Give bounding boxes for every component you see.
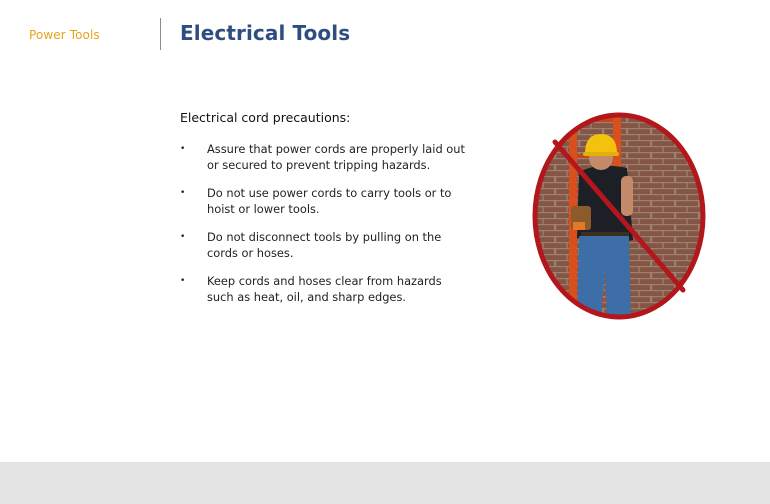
bullet-item	[180, 230, 467, 261]
bullet-item	[180, 142, 467, 173]
bullet-list	[180, 142, 480, 305]
bullet-item	[180, 186, 467, 217]
footer-bar	[0, 462, 770, 504]
bullet-icon: •	[180, 144, 186, 154]
bullet-icon: •	[180, 232, 186, 242]
subheading: Electrical cord precautions:	[180, 110, 351, 125]
prohibited-worker-on-ladder-icon	[531, 110, 707, 321]
bullet-text: Assure that power cords are properly laid out or secured to prevent tripping hazards.	[207, 142, 465, 172]
bullet-item	[180, 274, 467, 305]
bullet-icon: •	[180, 276, 186, 286]
bullet-icon: •	[180, 188, 186, 198]
bullet-text: Keep cords and hoses clear from hazards such as heat, oil, and sharp edges.	[207, 274, 442, 304]
bullet-text: Do not disconnect tools by pulling on the cords or hoses.	[207, 230, 442, 260]
content-area	[180, 110, 480, 318]
page-title: Electrical Tools	[180, 21, 351, 45]
bullet-text: Do not use power cords to carry tools or to hoist or lower tools.	[207, 186, 452, 216]
header-divider	[160, 18, 161, 50]
section-label: Power Tools	[29, 28, 100, 42]
